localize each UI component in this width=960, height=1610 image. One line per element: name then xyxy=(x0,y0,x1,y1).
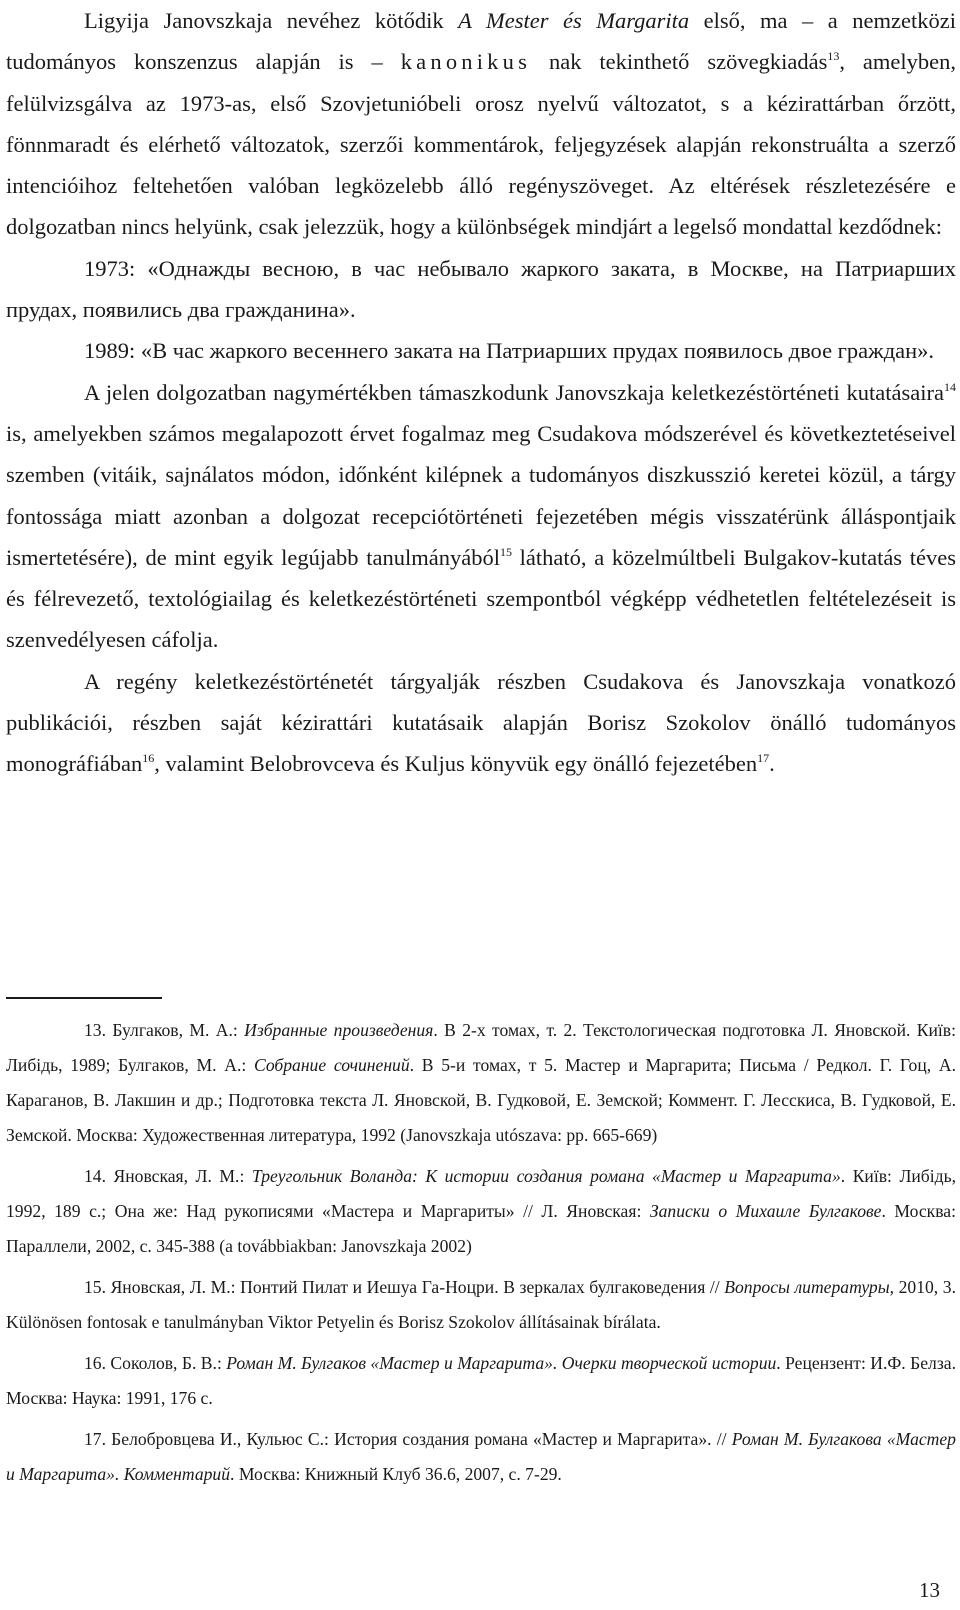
paragraph-1 xyxy=(6,0,956,248)
text-run: . В 2-х томах, т. 2. Текстологическая подготовка Л. Яновской. Київ: Либідь, 1989; Булгаков, М. А.: xyxy=(6,1020,957,1075)
footnote-13 xyxy=(6,1013,956,1153)
text-run: . xyxy=(769,751,775,777)
footnote-15 xyxy=(6,1270,956,1340)
footnote-separator xyxy=(6,997,162,999)
text-run: 13. Булгаков, М. А.: xyxy=(84,1020,245,1040)
text-run: 14. Яновская, Л. М.: xyxy=(84,1166,252,1186)
text-run: A jelen dolgozatban nagymértékben támaszkodunk Janovszkaja keletkezéstörténeti kutatásaira xyxy=(84,379,944,405)
italic-title: Роман М. Булгакова «Мастер и Маргарита». Комментарий xyxy=(6,1429,956,1484)
text-run: , amelyben, felülvizsgálva az 1973-as, első Szovjetunióbeli orosz nyelvű változatot, s a kézirattárban őrzött, fönnmaradt és elérhető változatok, szerzői kommentárok, feljegyzések alapján rekonstruálta a szerző intencióihoz feltehetően valóban legközelebb álló regényszöveget. Az eltérések részletezésére e dolgozatban nincs helyünk, csak jelezzük, hogy a különbségek mindjárt a legelső mondattal kezdődnek: xyxy=(6,49,956,240)
quote-1989: 1989: «В час жаркого весеннего заката на Патриарших прудах появилось двое граждан». xyxy=(84,338,935,364)
text-run: . Рецензент: И.Ф. Белза. Москва: Наука: 1991, 176 с. xyxy=(6,1353,956,1408)
footnote-14 xyxy=(6,1159,956,1264)
book-title: A Mester és Margarita xyxy=(458,8,690,33)
text-run: 15. Яновская, Л. М.: Понтий Пилат и Иешуа Га-Ноцри. В зеркалах булгаковедения // xyxy=(84,1277,725,1297)
italic-title: Избранные произведения xyxy=(244,1020,434,1040)
text-run: 16. Соколов, Б. В.: xyxy=(84,1353,227,1373)
text-run: nak tekinthető szövegkiadás xyxy=(531,49,828,75)
page-number: 13 xyxy=(919,1578,940,1602)
text-run: . В 5-и томах, т 5. Мастер и Маргарита; Письма / Редкол. Г. Гоц, А. Караганов, В. Лакшин и др.; Подготовка текста Л. Яновской, В. Гудковой, Е. Земской; Коммент. Г. Лесскиса, В. Гудковой, Е. Земской. Москва: Художественная литература, 1992 (Janovszkaja utószava: pp. 665-669) xyxy=(6,1055,956,1145)
paragraph-3 xyxy=(6,661,956,785)
footnotes xyxy=(6,1013,956,1498)
text-run: 17. Белобровцева И., Кульюс С.: История создания романа «Мастер и Маргарита». // xyxy=(84,1429,732,1449)
text-run: . Москва: Параллели, 2002, с. 345-388 (a továbbiakban: Janovszkaja 2002) xyxy=(6,1201,956,1256)
text-run: Ligyija Janovszkaja nevéhez kötődik xyxy=(84,8,459,33)
text-run: A regény keletkezéstörténetét tárgyalják részben Csudakova és Janovszkaja vonatkozó publikációi, részben saját kézirattári kutatásaik alapján Borisz Szokolov önálló tudományos monográfiában xyxy=(6,668,956,777)
italic-title: Вопросы литературы xyxy=(724,1277,890,1297)
text-run: . Київ: Либідь, 1992, 189 с.; Она же: Над рукописями «Мастера и Маргариты» // Л. Яновская: xyxy=(6,1166,957,1221)
paragraph-2 xyxy=(6,372,956,661)
text-run: első, ma – a nemzetközi tudományos konszenzus alapján is – xyxy=(6,8,956,75)
italic-title: Собрание сочинений xyxy=(253,1055,410,1075)
text-run: is, amelyekben számos megalapozott érvet fogalmaz meg Csudakova módszerével és következtetéseivel szemben (vitáik, sajnálatos módon, időnként kilépnek a tudományos diszkusszió keretei közül, a tárgy fontossága miatt azonban a dolgozat recepciótörténeti fejezetében mégis visszatérünk álláspontjaik ismertetésére), de mint egyik legújabb tanulmányából xyxy=(6,420,956,570)
emphasized-word: kanonikus xyxy=(400,49,532,75)
italic-title: Записки о Михаиле Булгакове xyxy=(649,1201,882,1221)
text-run: látható, a közelmúltbeli Bulgakov-kutatás téves és félrevezető, textológiailag és keletkezéstörténeti szempontból végképp védhetetlen feltételezéseit is szenvedélyesen cáfolja. xyxy=(6,544,956,653)
footnote-17 xyxy=(6,1422,956,1492)
footnote-ref-15[interactable]: 15 xyxy=(499,544,512,559)
text-run: , valamint Belobrovceva és Kuljus könyvük egy önálló fejezetében xyxy=(154,751,758,777)
footnote-ref-17[interactable]: 17 xyxy=(757,751,770,766)
footnote-ref-16[interactable]: 16 xyxy=(142,751,155,766)
footnote-ref-14[interactable]: 14 xyxy=(944,379,956,394)
italic-title: Роман М. Булгаков «Мастер и Маргарита». Очерки творческой истории xyxy=(226,1353,777,1373)
main-text xyxy=(6,0,956,785)
italic-title: Треугольник Воланда: К истории создания романа «Мастер и Маргарита» xyxy=(251,1166,841,1186)
quote-1973: 1973: «Однажды весною, в час небывало жаркого заката, в Москве, на Патриарших прудах, появились два гражданина». xyxy=(6,255,956,323)
text-run: , 2010, 3. Különösen fontosak e tanulmányban Viktor Petyelin és Borisz Szokolov állításainak bírálata. xyxy=(6,1277,956,1332)
footnote-16 xyxy=(6,1346,956,1416)
text-run: . Москва: Книжный Клуб 36.6, 2007, с. 7-29. xyxy=(230,1464,562,1484)
footnote-ref-13[interactable]: 13 xyxy=(827,49,840,64)
